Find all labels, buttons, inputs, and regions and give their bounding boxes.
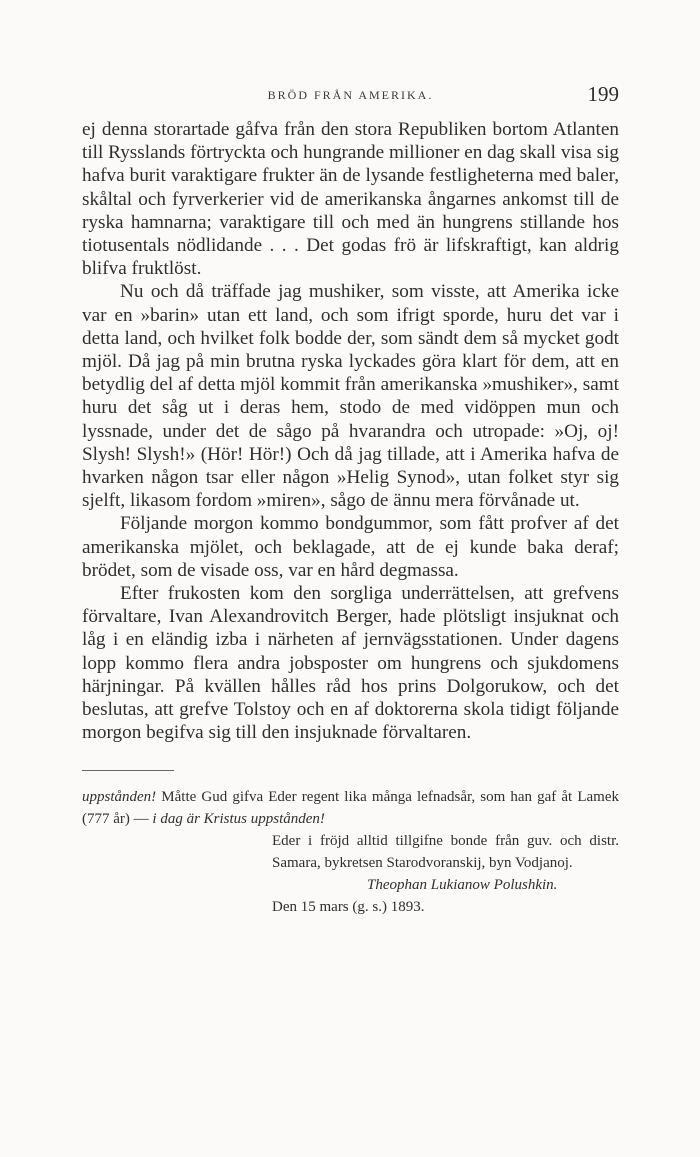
page-content (82, 82, 619, 918)
running-title: BRÖD FRÅN AMERIKA. (267, 88, 434, 102)
paragraph-3: Följande morgon kommo bondgummor, som fått profver af det amerikanska mjölet, och beklagade, att de ej kunde baka deraf; brödet, som de visade oss, var en hård degmassa. (82, 513, 619, 581)
footnote-divider (82, 770, 174, 771)
paragraph-4: Efter frukosten kom den sorgliga underrättelsen, att grefvens förvaltare, Ivan Alexandrovitch Berger, hade plötsligt insjuknat och låg i en eländig izba i närheten af jernvägsstationen. Under dagens lopp kommo flera andra jobsposter om hungrens och sjukdomens härjningar. På kvällen hålles råd hos prins Dolgorukow, och det beslutas, att grefve Tolstoy och en af doktorerna skola tidigt följande morgon begifva sig till den insjuknade förvaltaren. (82, 583, 619, 744)
footnote-main-text: Måtte Gud gifva Eder regent lika många lefnadsår, som han gaf åt Lamek (777 år) — (82, 789, 619, 828)
footnote-opening-word: uppstånden! (82, 789, 157, 806)
footnote-sender-text: Eder i fröjd alltid tillgifne bonde från guv. och distr. Samara, bykretsen Starodvoranskij, byn Vodjanoj. (272, 833, 619, 872)
page-header (82, 82, 619, 118)
paragraph-2: Nu och då träffade jag mushiker, som visste, att Amerika icke var en »barin» utan ett land, och som ifrigt sporde, huru det var i detta land, och hvilket folk bodde der, som sändt dem så mycket godt mjöl. Då jag på min brutna ryska lyckades göra klart för dem, att en betydlig del af detta mjöl kommit från amerikanska »mushiker», samt huru det såg ut i deras hem, stodo de med vidöppen mun och lyssnade, under det de sågo på hvarandra och utropade: »Oj, oj! Slysh! Slysh!» (Hör! Hör!) Och då jag tillade, att i Amerika hafva de hvarken någon tsar eller någon »Helig Synod», utan folket styr sig sjelft, likasom fordom »miren», sågo de ännu mera förvånade ut. (82, 281, 619, 512)
main-text (82, 118, 619, 744)
paragraph-1: ej denna storartade gåfva från den stora Republiken bortom Atlanten till Rysslands förtryckta och hungrande millioner en dag skall visa sig hafva burit varaktigare frukter än de lysande festligheterna med baler, skåltal och fyrverkerier vid de amerikanska ångarnes ankomst till de ryska hamnarna; varaktigare till och med än hungrens stillande hos tiotusentals nödlidande . . . Det godas frö är lifskraftigt, kan aldrig blifva fruktlöst. (82, 119, 619, 280)
footnote-signature: Theophan Lukianow Polushkin. (367, 877, 558, 894)
footnote-first-line (82, 786, 619, 830)
footnote-date: Den 15 mars (g. s.) 1893. (272, 899, 425, 916)
footnote-block (82, 786, 619, 918)
page-number: 199 (587, 82, 619, 106)
footnote-italic-tail: i dag är Kristus uppstånden! (152, 811, 325, 828)
